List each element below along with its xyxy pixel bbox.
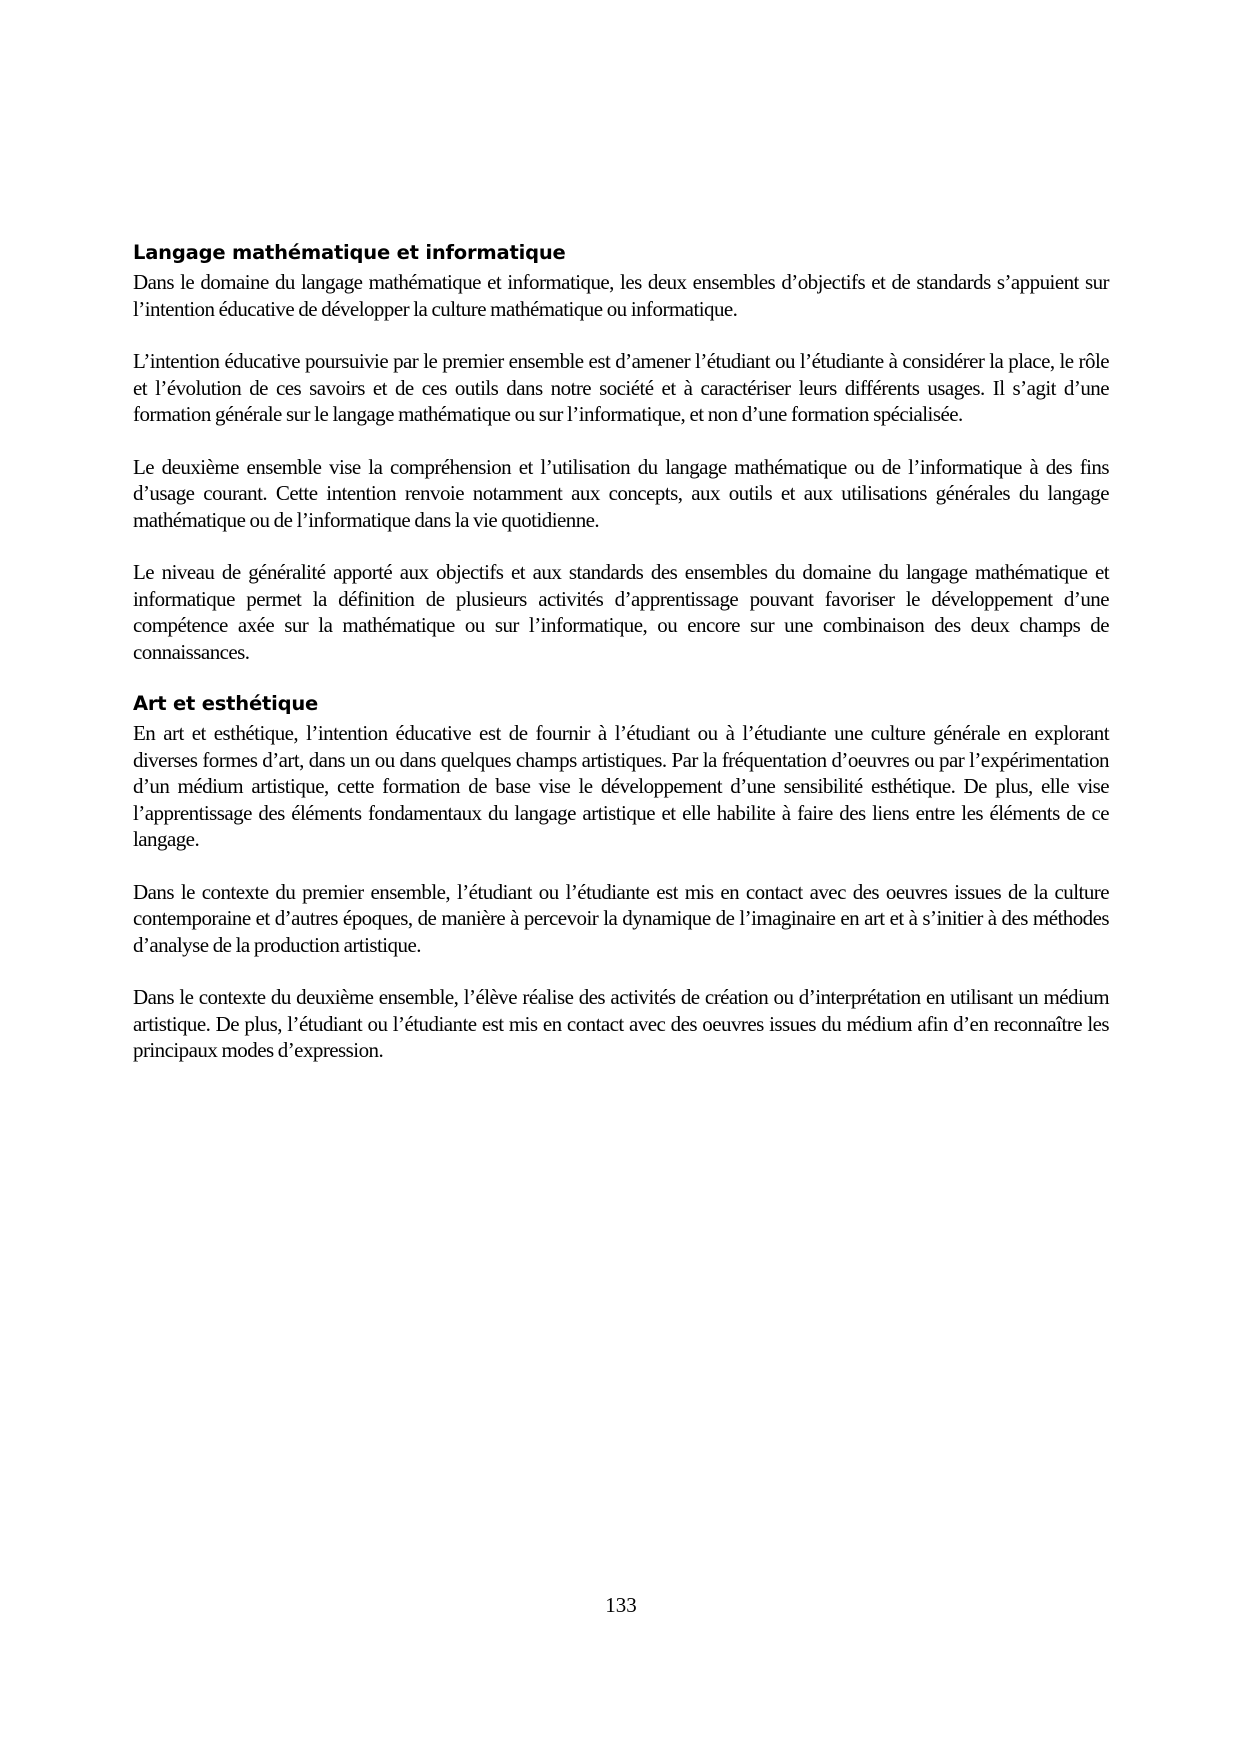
paragraph: L’intention éducative poursuivie par le premier ensemble est d’amener l’étudiant ou l’étudiante à considérer la place, le rôle et l’évolution de ces savoirs et de ces outils dans notre société et à caractériser leurs différents usages. Il s’agit d’une formation générale sur le langage mathématique ou sur l’informatique, et non d’une formation spécialisée. bbox=[133, 349, 1109, 426]
paragraph: Dans le contexte du deuxième ensemble, l’élève réalise des activités de création ou d’interprétation en utilisant un médium artistique. De plus, l’étudiant ou l’étudiante est mis en contact avec des oeuvres issues du médium afin d’en reconnaître les principaux modes d’expression. bbox=[133, 985, 1109, 1062]
section-heading: Langage mathématique et informatique bbox=[133, 241, 566, 264]
section-heading: Art et esthétique bbox=[133, 692, 319, 715]
page-content bbox=[133, 240, 1109, 1090]
section-art-esthetique bbox=[133, 691, 1109, 1064]
paragraph: Dans le contexte du premier ensemble, l’étudiant ou l’étudiante est mis en contact avec des oeuvres issues de la culture contemporaine et d’autres époques, de manière à percevoir la dynamique de l’imaginaire en art et à s’initier à des méthodes d’analyse de la production artistique. bbox=[133, 879, 1109, 957]
paragraph: Le niveau de généralité apporté aux objectifs et aux standards des ensembles du domaine du langage mathématique et informatique permet la définition de plusieurs activités d’apprentissage pouvant favoriser le développement d’une compétence axée sur la mathématique ou sur l’informatique, ou encore sur une combinaison des deux champs de connaissances. bbox=[133, 560, 1109, 664]
paragraph: Dans le domaine du langage mathématique et informatique, les deux ensembles d’objectifs et de standards s’appuient sur l’intention éducative de développer la culture mathématique ou informatique. bbox=[133, 270, 1109, 321]
paragraph: En art et esthétique, l’intention éducative est de fournir à l’étudiant ou à l’étudiante une culture générale en explorant diverses formes d’art, dans un ou dans quelques champs artistiques. Par la fréquentation d’oeuvres ou par l’expérimentation d’un médium artistique, cette formation de base vise le développement d’une sensibilité esthétique. De plus, elle vise l’apprentissage des éléments fondamentaux du langage artistique et elle habilite à faire des liens entre les éléments de ce langage. bbox=[133, 721, 1109, 851]
section-langage-mathematique bbox=[133, 240, 1109, 665]
page-number: 133 bbox=[605, 1593, 637, 1617]
paragraph: Le deuxième ensemble vise la compréhension et l’utilisation du langage mathématique ou de l’informatique à des fins d’usage courant. Cette intention renvoie notamment aux concepts, aux outils et aux utilisations générales du langage mathématique ou de l’informatique dans la vie quotidienne. bbox=[133, 454, 1109, 532]
